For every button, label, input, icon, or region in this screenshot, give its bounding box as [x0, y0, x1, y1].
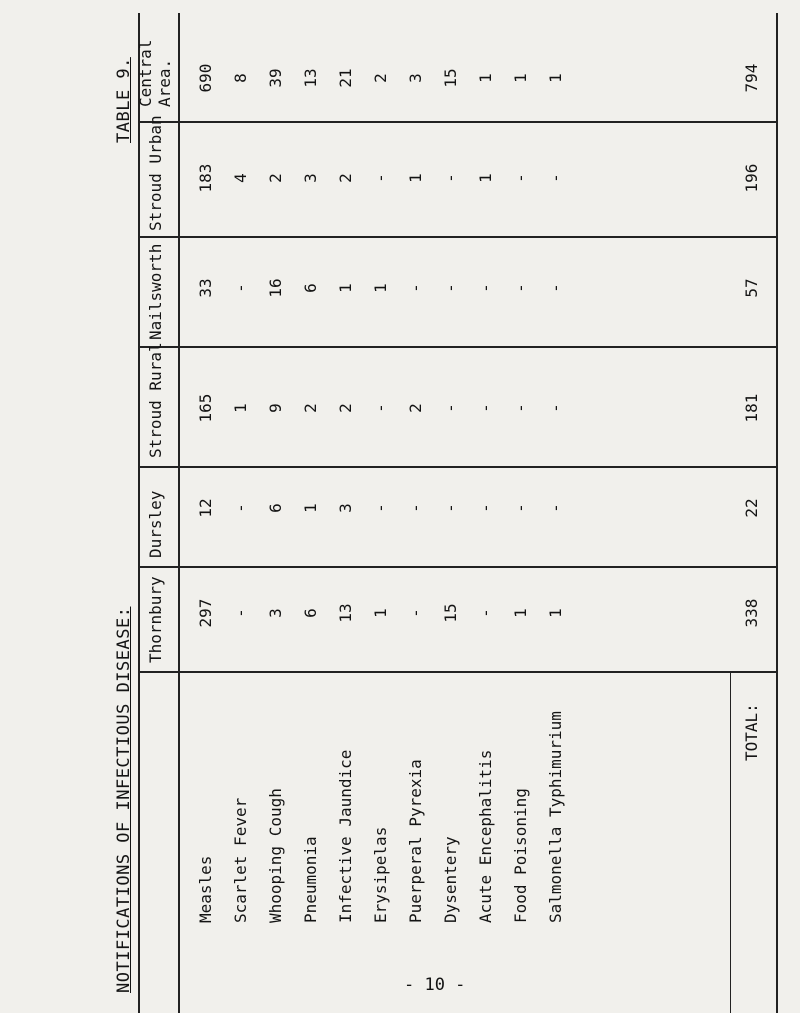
disease-label: Scarlet Fever: [231, 797, 250, 923]
table-cell: -: [231, 283, 250, 293]
table-cell: 690: [196, 63, 215, 93]
table-cell: -: [476, 608, 495, 618]
table-cell: -: [231, 608, 250, 618]
table-cell: -: [371, 173, 390, 183]
disease-label: Salmonella Typhimurium: [546, 711, 565, 923]
table-cell: -: [406, 608, 425, 618]
table-cell: 13: [301, 68, 320, 88]
column-divider-5: [140, 236, 776, 238]
table-cell: 21: [336, 68, 355, 88]
table-cell: -: [441, 503, 460, 513]
table-cell: -: [511, 173, 530, 183]
table-cell: 15: [441, 68, 460, 88]
table-cell: 1: [301, 503, 320, 513]
table-cell: 2: [371, 73, 390, 83]
table-cell: -: [476, 283, 495, 293]
table-cell: -: [441, 173, 460, 183]
table-cell: -: [231, 503, 250, 513]
table-cell: 3: [406, 73, 425, 83]
total-cell: 338: [742, 598, 761, 628]
table-title: NOTIFICATIONS OF INFECTIOUS DISEASE:: [114, 606, 134, 993]
table-rule-top: [138, 13, 140, 1013]
table-cell: -: [371, 503, 390, 513]
table-cell: 12: [196, 498, 215, 518]
column-header-central-area: Central Area.: [136, 39, 174, 107]
table-cell: 4: [231, 173, 250, 183]
table-rule-total: [730, 673, 731, 1013]
column-header-stroud-urban: Stroud Urban: [146, 115, 165, 231]
table-cell: 1: [546, 73, 565, 83]
table-rule-bottom: [776, 13, 778, 1013]
total-label: TOTAL:: [742, 703, 761, 761]
disease-label: Food Poisoning: [511, 788, 530, 923]
table-cell: 1: [371, 283, 390, 293]
table-cell: 16: [266, 278, 285, 298]
table-cell: 1: [511, 608, 530, 618]
table-cell: 8: [231, 73, 250, 83]
disease-label: Dysentery: [441, 836, 460, 923]
table-cell: 2: [336, 173, 355, 183]
table-cell: -: [511, 503, 530, 513]
table-cell: 297: [196, 598, 215, 628]
table-cell: -: [511, 283, 530, 293]
table-cell: 183: [196, 163, 215, 193]
table-cell: 1: [336, 283, 355, 293]
table-cell: -: [546, 403, 565, 413]
table-cell: 2: [336, 403, 355, 413]
column-header-stroud-rural: Stroud Rural: [146, 342, 165, 458]
table-cell: 6: [266, 503, 285, 513]
total-cell: 196: [742, 163, 761, 193]
table-cell: -: [476, 503, 495, 513]
total-cell: 181: [742, 393, 761, 423]
column-divider-4: [140, 346, 776, 348]
table-cell: 1: [476, 73, 495, 83]
table-cell: -: [546, 503, 565, 513]
table-cell: 1: [231, 403, 250, 413]
table-cell: 6: [301, 608, 320, 618]
table-cell: 2: [301, 403, 320, 413]
table-cell: 15: [441, 603, 460, 623]
table-cell: 2: [266, 173, 285, 183]
disease-label: Acute Encephalitis: [476, 749, 495, 923]
table-rule-header: [178, 13, 180, 1013]
table-cell: 1: [546, 608, 565, 618]
column-header-nailsworth: Nailsworth: [146, 243, 165, 340]
total-cell: 794: [742, 63, 761, 93]
table-cell: 6: [301, 283, 320, 293]
column-header-thornbury: Thornbury: [146, 576, 165, 663]
table-cell: 9: [266, 403, 285, 413]
total-cell: 57: [742, 278, 761, 298]
table-cell: 3: [336, 503, 355, 513]
table-cell: -: [511, 403, 530, 413]
disease-label: Infective Jaundice: [336, 749, 355, 923]
disease-label: Whooping Cough: [266, 788, 285, 923]
table-cell: 39: [266, 68, 285, 88]
column-header-dursley: Dursley: [146, 490, 165, 558]
table-cell: 3: [301, 173, 320, 183]
table-cell: -: [546, 173, 565, 183]
table-cell: 1: [476, 173, 495, 183]
total-cell: 22: [742, 498, 761, 518]
disease-label: Puerperal Pyrexia: [406, 759, 425, 923]
table-cell: 1: [406, 173, 425, 183]
table-number: TABLE 9.: [114, 57, 134, 143]
table-cell: -: [476, 403, 495, 413]
table-cell: -: [441, 283, 460, 293]
table-cell: 13: [336, 603, 355, 623]
table-cell: -: [371, 403, 390, 413]
table-cell: 165: [196, 393, 215, 423]
table-cell: -: [406, 503, 425, 513]
page-number: - 10 -: [404, 975, 466, 995]
disease-label: Pneumonia: [301, 836, 320, 923]
table-cell: -: [406, 283, 425, 293]
table-cell: 33: [196, 278, 215, 298]
column-divider-2: [140, 566, 776, 568]
column-divider-3: [140, 466, 776, 468]
column-divider-1: [140, 671, 776, 673]
table-cell: 1: [511, 73, 530, 83]
table-cell: 1: [371, 608, 390, 618]
table-cell: -: [546, 283, 565, 293]
disease-label: Erysipelas: [371, 826, 390, 923]
table-cell: -: [441, 403, 460, 413]
column-divider-6: [140, 121, 776, 123]
disease-label: Measles: [196, 855, 215, 923]
table-cell: 2: [406, 403, 425, 413]
table-cell: 3: [266, 608, 285, 618]
